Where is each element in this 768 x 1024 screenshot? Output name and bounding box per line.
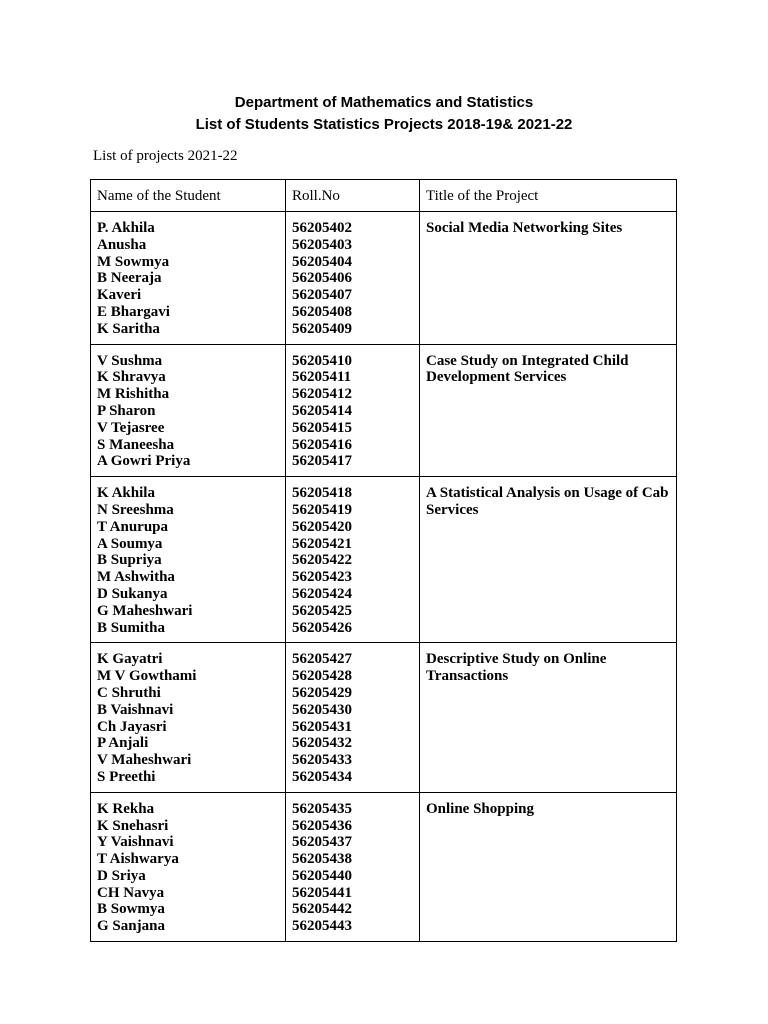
- roll-number: 56205408: [292, 303, 352, 320]
- student-name: CH Navya: [97, 884, 165, 901]
- projects-table: [90, 179, 677, 942]
- roll-number: 56205429: [292, 684, 352, 701]
- student-name: N Sreeshma: [97, 501, 174, 518]
- student-name: K Rekha: [97, 800, 155, 817]
- roll-number: 56205411: [292, 369, 352, 386]
- student-name: C Shruthi: [97, 684, 161, 701]
- student-name: T Aishwarya: [97, 851, 179, 868]
- project-title: Descriptive Study on Online Transactions: [426, 651, 607, 685]
- roll-number: 56205435: [292, 800, 352, 817]
- student-name: G Sanjana: [97, 918, 165, 935]
- student-names-cell: [91, 212, 286, 345]
- student-name: V Maheshwari: [97, 752, 192, 769]
- project-title-cell: [420, 643, 677, 792]
- roll-numbers-cell: [286, 792, 420, 941]
- header-project-title: Title of the Project: [420, 180, 677, 212]
- roll-number: 56205426: [292, 619, 352, 636]
- student-name: M Ashwitha: [97, 569, 175, 586]
- project-title: A Statistical Analysis on Usage of Cab Services: [426, 485, 669, 518]
- roll-number: 56205403: [292, 236, 352, 253]
- roll-number: 56205441: [292, 884, 352, 901]
- student-name: K Saritha: [97, 320, 160, 337]
- student-name: B Supriya: [97, 552, 162, 569]
- roll-number: 56205415: [292, 419, 352, 436]
- student-name: V Tejasree: [97, 419, 165, 436]
- roll-number: 56205407: [292, 287, 352, 304]
- project-title-cell: [420, 477, 677, 643]
- table-row: [91, 477, 677, 643]
- student-names-cell: [91, 792, 286, 941]
- student-name: P. Akhila: [97, 220, 155, 236]
- student-name: B Vaishnavi: [97, 701, 174, 718]
- table-row: [91, 792, 677, 941]
- roll-number: 56205433: [292, 752, 352, 769]
- projects-subtitle: List of projects 2021-22: [93, 148, 238, 164]
- student-name: E Bhargavi: [97, 303, 170, 320]
- table-row: [91, 344, 677, 477]
- roll-number: 56205424: [292, 585, 352, 602]
- student-name: G Maheshwari: [97, 602, 193, 619]
- roll-numbers-cell: [286, 643, 420, 792]
- project-title-cell: [420, 792, 677, 941]
- roll-number: 56205437: [292, 834, 352, 851]
- student-name: B Neeraja: [97, 270, 162, 287]
- roll-number: 56205421: [292, 535, 352, 552]
- roll-number: 56205414: [292, 402, 352, 419]
- roll-number: 56205427: [292, 651, 352, 668]
- table-header-row: [91, 180, 677, 212]
- student-names-cell: [91, 643, 286, 792]
- project-title: Online Shopping: [426, 800, 534, 817]
- department-title: Department of Mathematics and Statistics: [234, 94, 534, 111]
- student-name: A Gowri Priya: [97, 453, 191, 470]
- student-name: K Snehasri: [97, 817, 169, 834]
- student-name: Kaveri: [97, 287, 142, 304]
- roll-number: 56205438: [292, 851, 352, 868]
- student-name: P Sharon: [97, 402, 156, 419]
- list-title: List of Students Statistics Projects 2018-19& 2021-22: [195, 116, 573, 133]
- roll-numbers-cell: [286, 344, 420, 477]
- roll-number: 56205431: [292, 718, 352, 735]
- student-name: D Sukanya: [97, 585, 168, 602]
- table-row: [91, 643, 677, 792]
- student-name: S Preethi: [97, 768, 156, 785]
- roll-numbers-cell: [286, 212, 420, 345]
- project-title-cell: [420, 344, 677, 477]
- student-name: V Sushma: [97, 352, 163, 369]
- roll-number: 56205410: [292, 352, 352, 369]
- student-name: Ch Jayasri: [97, 718, 167, 735]
- roll-number: 56205418: [292, 485, 352, 502]
- roll-number: 56205409: [292, 320, 352, 337]
- roll-number: 56205412: [292, 386, 352, 403]
- student-name: B Sowmya: [97, 901, 165, 918]
- roll-number: 56205406: [292, 270, 352, 287]
- roll-number: 56205440: [292, 867, 352, 884]
- project-title: Case Study on Integrated Child Development Services: [426, 352, 629, 386]
- student-name: Anusha: [97, 236, 147, 253]
- document-heading: [0, 92, 768, 136]
- student-name: S Maneesha: [97, 436, 175, 453]
- student-name: D Sriya: [97, 867, 146, 884]
- student-name: B Sumitha: [97, 619, 165, 636]
- student-name: A Soumya: [97, 535, 163, 552]
- student-name: M Sowmya: [97, 253, 170, 270]
- table-row: [91, 212, 677, 345]
- student-name: P Anjali: [97, 735, 149, 752]
- student-names-cell: [91, 477, 286, 643]
- roll-numbers-cell: [286, 477, 420, 643]
- student-name: M Rishitha: [97, 386, 170, 403]
- roll-number: 56205430: [292, 701, 352, 718]
- student-name: M V Gowthami: [97, 668, 197, 685]
- header-student-name: Name of the Student: [91, 180, 286, 212]
- roll-number: 56205423: [292, 569, 352, 586]
- roll-number: 56205432: [292, 735, 352, 752]
- roll-number: 56205436: [292, 817, 352, 834]
- roll-number: 56205402: [292, 220, 352, 236]
- header-roll-no: Roll.No: [286, 180, 420, 212]
- student-names-cell: [91, 344, 286, 477]
- roll-number: 56205404: [292, 253, 352, 270]
- roll-number: 56205419: [292, 501, 352, 518]
- roll-number: 56205443: [292, 918, 352, 935]
- student-name: K Akhila: [97, 485, 155, 502]
- roll-number: 56205428: [292, 668, 352, 685]
- roll-number: 56205422: [292, 552, 352, 569]
- project-title: Social Media Networking Sites: [426, 220, 623, 236]
- roll-number: 56205434: [292, 768, 352, 785]
- roll-number: 56205417: [292, 453, 352, 470]
- roll-number: 56205425: [292, 602, 352, 619]
- student-name: Y Vaishnavi: [97, 834, 174, 851]
- roll-number: 56205442: [292, 901, 352, 918]
- student-name: T Anurupa: [97, 518, 169, 535]
- roll-number: 56205420: [292, 518, 352, 535]
- table-body: [91, 212, 677, 942]
- roll-number: 56205416: [292, 436, 352, 453]
- student-name: K Gayatri: [97, 651, 163, 668]
- student-name: K Shravya: [97, 369, 166, 386]
- project-title-cell: [420, 212, 677, 345]
